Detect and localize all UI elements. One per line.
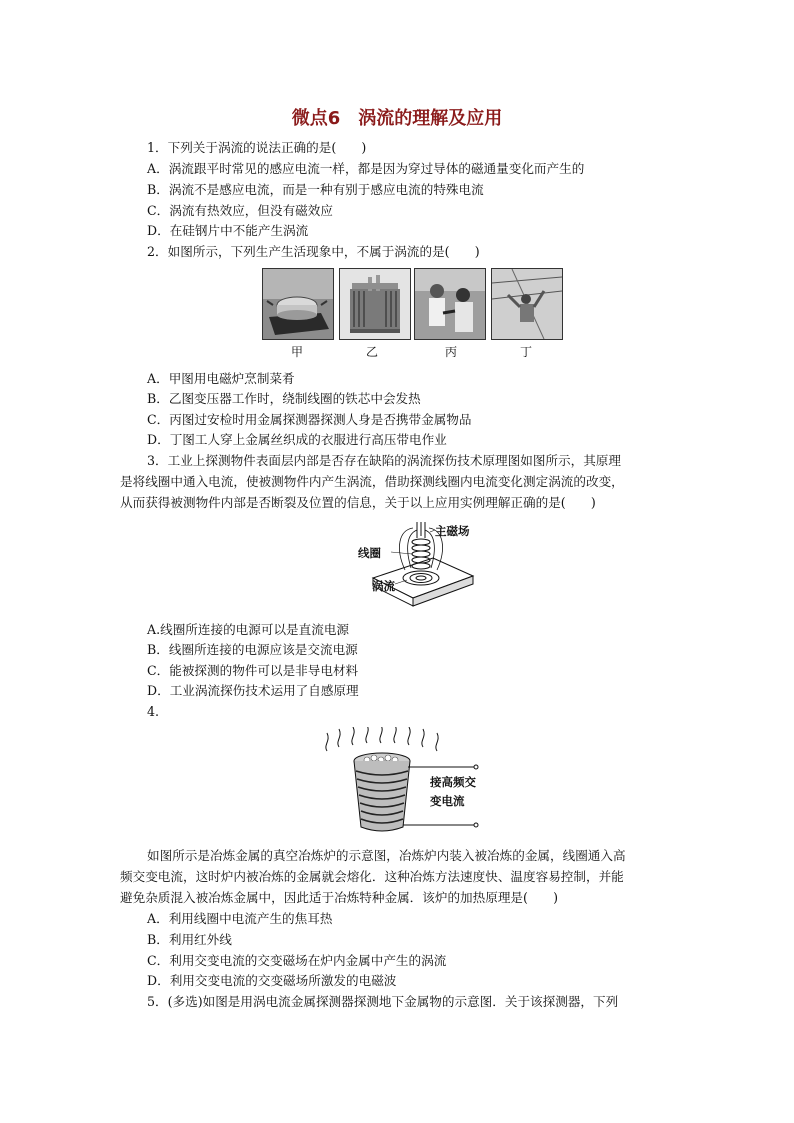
eddy-current-diagram	[355, 518, 495, 618]
q3-stem-line-1: 3．工业上探测物件表面层内部是否存在缺陷的涡流探伤技术原理图如图所示，其原理	[147, 453, 621, 468]
figure-label-jia: 甲	[291, 345, 304, 359]
label-hf-ac-line-2: 变电流	[430, 794, 465, 808]
q4-number: 4.	[147, 704, 160, 719]
induction-cooker-photo	[262, 268, 334, 340]
q2-stem: 2．如图所示，下列生产生活现象中，不属于涡流的是( )	[147, 244, 480, 259]
q2-option-d: D．丁图工人穿上金属丝织成的衣服进行高压带电作业	[147, 432, 447, 447]
q1-option-c: C．涡流有热效应，但没有磁效应	[147, 203, 333, 218]
figure-label-bing: 丙	[445, 345, 458, 359]
metal-detector-photo	[414, 268, 486, 340]
label-coil: 线圈	[358, 546, 381, 560]
figure-label-yi: 乙	[366, 345, 379, 359]
transformer-photo	[339, 268, 411, 340]
label-hf-ac-line-1: 接高频交	[430, 775, 476, 789]
q1-stem: 1．下列关于涡流的说法正确的是( )	[147, 140, 367, 155]
q4-stem-line-1: 如图所示是冶炼金属的真空冶炼炉的示意图，冶炼炉内装入被冶炼的金属，线圈通入高	[147, 848, 626, 863]
q3-stem-line-3: 从而获得被测物件内部是否断裂及位置的信息，关于以上应用实例理解正确的是( )	[120, 495, 596, 510]
q4-stem-line-2: 频交变电流，这时炉内被冶炼的金属就会熔化．这种冶炼方法速度快、温度容易控制，并能	[120, 869, 624, 884]
q3-stem-line-2: 是将线圈中通入电流，使被测物件内产生涡流，借助探测线圈内电流变化测定涡流的改变，	[120, 474, 624, 489]
lineman-photo	[491, 268, 563, 340]
label-main-field: 主磁场	[435, 524, 470, 538]
q4-option-d: D．利用交变电流的交变磁场所激发的电磁波	[147, 973, 397, 988]
figure-label-ding: 丁	[520, 345, 533, 359]
q3-option-d: D．工业涡流探伤技术运用了自感原理	[147, 683, 359, 698]
label-eddy-current: 涡流	[372, 579, 395, 593]
q5-stem: 5．(多选)如图是用涡电流金属探测器探测地下金属物的示意图．关于该探测器，下列	[147, 994, 619, 1009]
q1-option-b: B．涡流不是感应电流，而是一种有别于感应电流的特殊电流	[147, 182, 484, 197]
q4-option-b: B．利用红外线	[147, 932, 232, 947]
q1-option-a: A．涡流跟平时常见的感应电流一样，都是因为穿过导体的磁通量变化而产生的	[147, 161, 585, 176]
q2-option-a: A．甲图用电磁炉烹制菜肴	[147, 371, 295, 386]
page-title: 微点6 涡流的理解及应用	[291, 108, 503, 129]
q4-option-c: C．利用交变电流的交变磁场在炉内金属中产生的涡流	[147, 953, 447, 968]
q3-option-c: C．能被探测的物件可以是非导电材料	[147, 663, 359, 678]
q2-option-c: C．丙图过安检时用金属探测器探测人身是否携带金属物品	[147, 412, 472, 427]
q1-option-d: D．在硅钢片中不能产生涡流	[147, 223, 309, 238]
q3-option-a: A.线圈所连接的电源可以是直流电源	[147, 622, 350, 637]
q4-option-a: A．利用线圈中电流产生的焦耳热	[147, 911, 333, 926]
q2-option-b: B．乙图变压器工作时，绕制线圈的铁芯中会发热	[147, 391, 421, 406]
q3-option-b: B．线圈所连接的电源应该是交流电源	[147, 642, 358, 657]
q4-stem-line-3: 避免杂质混入被冶炼金属中，因此适于冶炼特种金属．该炉的加热原理是( )	[120, 890, 559, 905]
